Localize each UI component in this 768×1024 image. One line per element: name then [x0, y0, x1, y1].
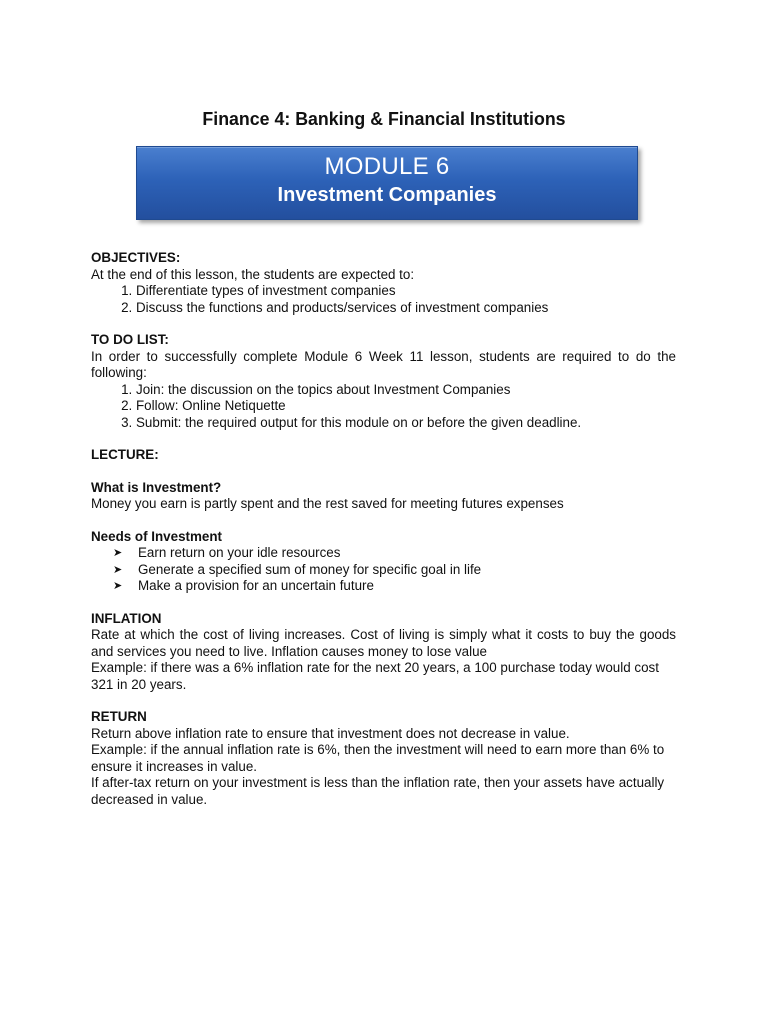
return-note: If after-tax return on your investment is less than the inflation rate, then your assets have actually decreased in value.	[91, 775, 665, 807]
needs-item-text: Make a provision for an uncertain future	[138, 578, 374, 593]
return-example: Example: if the annual inflation rate is 6%, then the investment will need to earn more than 6% to ensure it increases in value.	[91, 742, 665, 774]
document-title: Finance 4: Banking & Financial Institutions	[202, 108, 566, 129]
module-banner	[136, 146, 638, 220]
needs-heading: Needs of Investment	[91, 528, 222, 544]
what-is-investment-heading: What is Investment?	[91, 479, 222, 495]
objectives-heading: OBJECTIVES:	[91, 250, 181, 265]
needs-item-text: Generate a specified sum of money for specific goal in life	[138, 561, 482, 577]
return-heading: RETURN	[91, 709, 147, 724]
needs-list	[91, 545, 676, 595]
module-number: MODULE 6	[324, 153, 450, 180]
needs-item-text: Earn return on your idle resources	[138, 545, 341, 560]
objective-item: 2. Discuss the functions and products/services of investment companies	[136, 300, 676, 317]
needs-item	[113, 578, 676, 595]
todo-intro: In order to successfully complete Module 6 Week 11 lesson, students are required to do the following:	[91, 348, 676, 380]
todo-heading: TO DO LIST:	[91, 332, 169, 347]
inflation-example: Example: if there was a 6% inflation rate for the next 20 years, a 100 purchase today would cost 321 in 20 years.	[91, 660, 659, 692]
needs-item	[113, 562, 676, 579]
needs-item	[113, 545, 676, 562]
todo-item: 2. Follow: Online Netiquette	[136, 398, 676, 415]
return-definition: Return above inflation rate to ensure that investment does not decrease in value.	[91, 725, 570, 741]
document-body	[91, 250, 676, 808]
module-subtitle: Investment Companies	[277, 184, 497, 206]
objectives-intro: At the end of this lesson, the students are expected to:	[91, 266, 415, 282]
what-is-investment-text: Money you earn is partly spent and the rest saved for meeting futures expenses	[91, 496, 564, 511]
objectives-list	[91, 283, 676, 316]
todo-item: 1. Join: the discussion on the topics about Investment Companies	[136, 382, 676, 399]
lecture-heading: LECTURE:	[91, 447, 159, 462]
arrow-bullet-icon: ➤	[113, 547, 123, 559]
objective-item: 1. Differentiate types of investment companies	[136, 283, 676, 300]
inflation-definition: Rate at which the cost of living increases. Cost of living is simply what it costs to buy the goods and services you need to live. Inflation causes money to lose value	[91, 627, 676, 659]
todo-item: 3. Submit: the required output for this module on or before the given deadline.	[136, 415, 676, 432]
inflation-heading: INFLATION	[91, 610, 162, 626]
todo-list	[91, 382, 676, 432]
arrow-bullet-icon: ➤	[113, 563, 123, 576]
arrow-bullet-icon: ➤	[113, 580, 123, 592]
